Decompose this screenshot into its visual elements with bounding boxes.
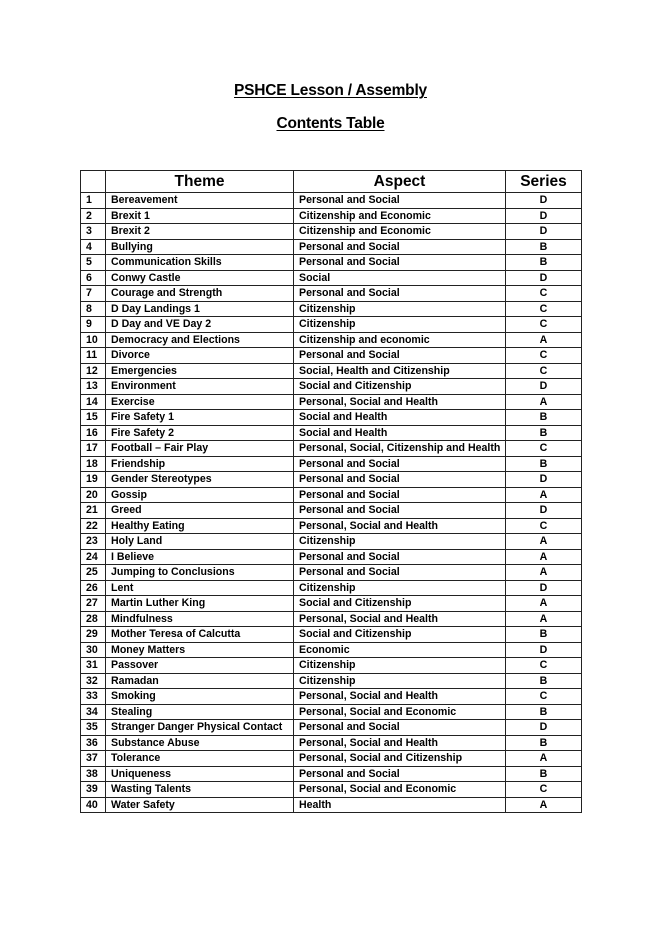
theme-cell: Environment	[106, 379, 294, 395]
table-row	[81, 580, 582, 596]
theme-cell: Gender Stereotypes	[106, 472, 294, 488]
aspect-cell: Personal, Social and Economic	[294, 782, 506, 798]
series-cell: A	[506, 797, 582, 813]
table-row	[81, 534, 582, 550]
table-row	[81, 766, 582, 782]
row-number: 3	[81, 224, 106, 240]
aspect-cell: Personal, Social and Health	[294, 394, 506, 410]
theme-cell: Lent	[106, 580, 294, 596]
aspect-cell: Personal and Social	[294, 766, 506, 782]
row-number: 31	[81, 658, 106, 674]
series-cell: B	[506, 735, 582, 751]
document-title: PSHCE Lesson / Assembly	[234, 82, 427, 99]
table-row	[81, 627, 582, 643]
row-number: 30	[81, 642, 106, 658]
table-row	[81, 565, 582, 581]
theme-cell: Friendship	[106, 456, 294, 472]
aspect-cell: Personal and Social	[294, 549, 506, 565]
table-row	[81, 611, 582, 627]
aspect-cell: Citizenship and economic	[294, 332, 506, 348]
series-cell: C	[506, 658, 582, 674]
series-cell: A	[506, 611, 582, 627]
theme-cell: Fire Safety 2	[106, 425, 294, 441]
series-cell: D	[506, 503, 582, 519]
aspect-cell: Citizenship	[294, 534, 506, 550]
series-cell: C	[506, 441, 582, 457]
row-number: 7	[81, 286, 106, 302]
series-cell: D	[506, 379, 582, 395]
aspect-cell: Citizenship	[294, 673, 506, 689]
header-theme: Theme	[106, 171, 294, 193]
row-number: 13	[81, 379, 106, 395]
table-row	[81, 348, 582, 364]
aspect-cell: Social and Health	[294, 425, 506, 441]
theme-cell: Emergencies	[106, 363, 294, 379]
row-number: 36	[81, 735, 106, 751]
aspect-cell: Social and Citizenship	[294, 596, 506, 612]
row-number: 25	[81, 565, 106, 581]
theme-cell: Healthy Eating	[106, 518, 294, 534]
row-number: 33	[81, 689, 106, 705]
table-row	[81, 751, 582, 767]
table-row	[81, 193, 582, 209]
aspect-cell: Social and Citizenship	[294, 379, 506, 395]
series-cell: C	[506, 363, 582, 379]
row-number: 20	[81, 487, 106, 503]
row-number: 29	[81, 627, 106, 643]
theme-cell: Holy Land	[106, 534, 294, 550]
series-cell: C	[506, 301, 582, 317]
aspect-cell: Personal, Social and Health	[294, 611, 506, 627]
series-cell: B	[506, 627, 582, 643]
aspect-cell: Personal and Social	[294, 472, 506, 488]
table-row	[81, 394, 582, 410]
aspect-cell: Personal, Social and Citizenship	[294, 751, 506, 767]
series-cell: A	[506, 565, 582, 581]
table-row	[81, 239, 582, 255]
series-cell: B	[506, 766, 582, 782]
row-number: 9	[81, 317, 106, 333]
table-row	[81, 286, 582, 302]
series-cell: B	[506, 255, 582, 271]
aspect-cell: Social and Health	[294, 410, 506, 426]
table-row	[81, 642, 582, 658]
aspect-cell: Personal and Social	[294, 286, 506, 302]
table-row	[81, 425, 582, 441]
theme-cell: Ramadan	[106, 673, 294, 689]
row-number: 35	[81, 720, 106, 736]
table-row	[81, 658, 582, 674]
series-cell: C	[506, 317, 582, 333]
theme-cell: Greed	[106, 503, 294, 519]
table-header-row	[81, 171, 582, 193]
aspect-cell: Citizenship	[294, 301, 506, 317]
series-cell: C	[506, 782, 582, 798]
row-number: 18	[81, 456, 106, 472]
aspect-cell: Economic	[294, 642, 506, 658]
aspect-cell: Personal and Social	[294, 487, 506, 503]
aspect-cell: Personal and Social	[294, 565, 506, 581]
header-number	[81, 171, 106, 193]
theme-cell: Bereavement	[106, 193, 294, 209]
series-cell: C	[506, 348, 582, 364]
series-cell: B	[506, 425, 582, 441]
table-row	[81, 332, 582, 348]
series-cell: B	[506, 704, 582, 720]
theme-cell: Martin Luther King	[106, 596, 294, 612]
row-number: 5	[81, 255, 106, 271]
table-row	[81, 797, 582, 813]
row-number: 16	[81, 425, 106, 441]
table-row	[81, 735, 582, 751]
table-row	[81, 549, 582, 565]
row-number: 23	[81, 534, 106, 550]
theme-cell: Brexit 2	[106, 224, 294, 240]
aspect-cell: Citizenship	[294, 580, 506, 596]
row-number: 11	[81, 348, 106, 364]
table-row	[81, 441, 582, 457]
row-number: 37	[81, 751, 106, 767]
theme-cell: I Believe	[106, 549, 294, 565]
aspect-cell: Personal, Social and Health	[294, 518, 506, 534]
theme-cell: Exercise	[106, 394, 294, 410]
header-aspect: Aspect	[294, 171, 506, 193]
theme-cell: Democracy and Elections	[106, 332, 294, 348]
aspect-cell: Personal and Social	[294, 348, 506, 364]
theme-cell: Water Safety	[106, 797, 294, 813]
table-row	[81, 208, 582, 224]
table-row	[81, 363, 582, 379]
series-cell: B	[506, 410, 582, 426]
table-row	[81, 782, 582, 798]
table-row	[81, 720, 582, 736]
aspect-cell: Personal and Social	[294, 720, 506, 736]
table-row	[81, 456, 582, 472]
row-number: 14	[81, 394, 106, 410]
table-row	[81, 270, 582, 286]
table-row	[81, 379, 582, 395]
theme-cell: Mindfulness	[106, 611, 294, 627]
row-number: 1	[81, 193, 106, 209]
row-number: 40	[81, 797, 106, 813]
aspect-cell: Personal and Social	[294, 255, 506, 271]
document-subtitle: Contents Table	[276, 115, 385, 132]
series-cell: A	[506, 549, 582, 565]
aspect-cell: Social and Citizenship	[294, 627, 506, 643]
series-cell: B	[506, 239, 582, 255]
row-number: 26	[81, 580, 106, 596]
row-number: 38	[81, 766, 106, 782]
series-cell: C	[506, 286, 582, 302]
theme-cell: D Day Landings 1	[106, 301, 294, 317]
theme-cell: Brexit 1	[106, 208, 294, 224]
table-row	[81, 410, 582, 426]
aspect-cell: Personal and Social	[294, 456, 506, 472]
series-cell: D	[506, 580, 582, 596]
table-row	[81, 503, 582, 519]
theme-cell: Smoking	[106, 689, 294, 705]
row-number: 21	[81, 503, 106, 519]
theme-cell: Football – Fair Play	[106, 441, 294, 457]
theme-cell: Bullying	[106, 239, 294, 255]
table-row	[81, 472, 582, 488]
row-number: 2	[81, 208, 106, 224]
table-row	[81, 301, 582, 317]
series-cell: A	[506, 534, 582, 550]
table-row	[81, 596, 582, 612]
series-cell: D	[506, 224, 582, 240]
contents-table	[80, 170, 582, 813]
header-series: Series	[506, 171, 582, 193]
theme-cell: Communication Skills	[106, 255, 294, 271]
theme-cell: Courage and Strength	[106, 286, 294, 302]
table-row	[81, 317, 582, 333]
aspect-cell: Social, Health and Citizenship	[294, 363, 506, 379]
series-cell: B	[506, 673, 582, 689]
table-row	[81, 255, 582, 271]
aspect-cell: Personal, Social and Health	[294, 689, 506, 705]
series-cell: D	[506, 193, 582, 209]
series-cell: A	[506, 751, 582, 767]
row-number: 19	[81, 472, 106, 488]
theme-cell: Wasting Talents	[106, 782, 294, 798]
table-row	[81, 673, 582, 689]
row-number: 12	[81, 363, 106, 379]
row-number: 32	[81, 673, 106, 689]
series-cell: A	[506, 394, 582, 410]
series-cell: C	[506, 689, 582, 705]
row-number: 4	[81, 239, 106, 255]
series-cell: D	[506, 208, 582, 224]
row-number: 8	[81, 301, 106, 317]
row-number: 15	[81, 410, 106, 426]
row-number: 10	[81, 332, 106, 348]
aspect-cell: Health	[294, 797, 506, 813]
series-cell: C	[506, 518, 582, 534]
theme-cell: Stranger Danger Physical Contact	[106, 720, 294, 736]
theme-cell: Substance Abuse	[106, 735, 294, 751]
row-number: 39	[81, 782, 106, 798]
aspect-cell: Personal, Social and Economic	[294, 704, 506, 720]
aspect-cell: Personal, Social, Citizenship and Health	[294, 441, 506, 457]
aspect-cell: Citizenship	[294, 317, 506, 333]
row-number: 22	[81, 518, 106, 534]
aspect-cell: Personal, Social and Health	[294, 735, 506, 751]
table-row	[81, 518, 582, 534]
theme-cell: Jumping to Conclusions	[106, 565, 294, 581]
theme-cell: D Day and VE Day 2	[106, 317, 294, 333]
row-number: 34	[81, 704, 106, 720]
row-number: 27	[81, 596, 106, 612]
theme-cell: Fire Safety 1	[106, 410, 294, 426]
aspect-cell: Citizenship	[294, 658, 506, 674]
series-cell: A	[506, 487, 582, 503]
aspect-cell: Citizenship and Economic	[294, 224, 506, 240]
row-number: 24	[81, 549, 106, 565]
aspect-cell: Citizenship and Economic	[294, 208, 506, 224]
series-cell: D	[506, 720, 582, 736]
series-cell: D	[506, 472, 582, 488]
theme-cell: Money Matters	[106, 642, 294, 658]
theme-cell: Stealing	[106, 704, 294, 720]
row-number: 28	[81, 611, 106, 627]
theme-cell: Mother Teresa of Calcutta	[106, 627, 294, 643]
series-cell: A	[506, 332, 582, 348]
theme-cell: Tolerance	[106, 751, 294, 767]
theme-cell: Gossip	[106, 487, 294, 503]
aspect-cell: Personal and Social	[294, 193, 506, 209]
aspect-cell: Social	[294, 270, 506, 286]
theme-cell: Conwy Castle	[106, 270, 294, 286]
series-cell: D	[506, 270, 582, 286]
series-cell: D	[506, 642, 582, 658]
theme-cell: Divorce	[106, 348, 294, 364]
theme-cell: Uniqueness	[106, 766, 294, 782]
theme-cell: Passover	[106, 658, 294, 674]
aspect-cell: Personal and Social	[294, 239, 506, 255]
table-row	[81, 704, 582, 720]
series-cell: A	[506, 596, 582, 612]
table-row	[81, 224, 582, 240]
table-row	[81, 689, 582, 705]
aspect-cell: Personal and Social	[294, 503, 506, 519]
series-cell: B	[506, 456, 582, 472]
row-number: 17	[81, 441, 106, 457]
table-row	[81, 487, 582, 503]
row-number: 6	[81, 270, 106, 286]
